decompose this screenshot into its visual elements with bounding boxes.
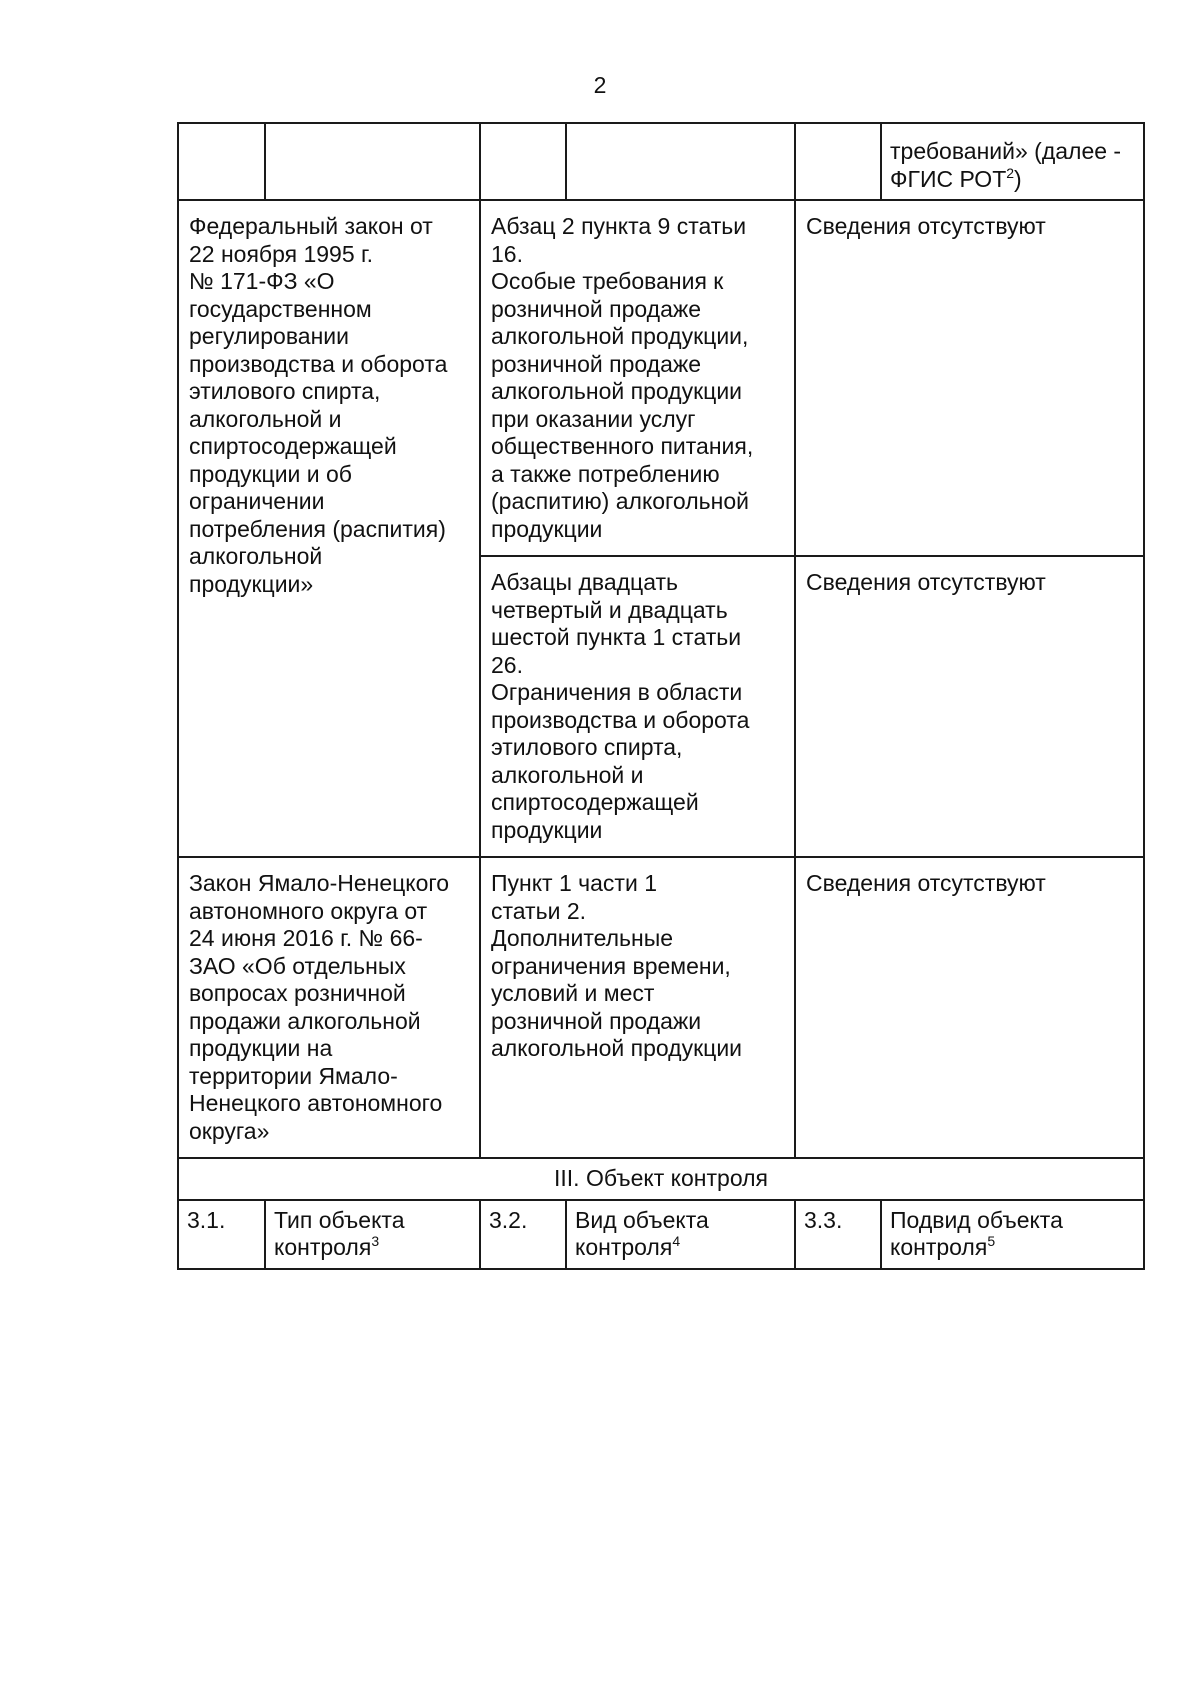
- section-title: III. Объект контроля: [178, 1158, 1144, 1200]
- provision-cell: Пункт 1 части 1 статьи 2. Дополнительные ограничения времени, условий и мест розничной продажи алкогольной продукции: [480, 857, 795, 1158]
- continued-text-cell: [881, 123, 1144, 200]
- table-row: [178, 857, 1144, 1158]
- empty-cell: [480, 123, 566, 200]
- object-fields-row: [178, 1200, 1144, 1269]
- info-cell: Сведения отсутствуют: [795, 200, 1144, 556]
- field-label-cell: [881, 1200, 1144, 1269]
- empty-cell: [566, 123, 795, 200]
- field-label: Тип объекта контроля: [274, 1206, 405, 1260]
- provision-cell: Абзацы двадцать четвертый и двадцать шестой пункта 1 статьи 26. Ограничения в области производства и оборота этилового спирта, алкогольной и спиртосодержащей продукции: [480, 556, 795, 857]
- field-label: Подвид объекта контроля: [890, 1206, 1063, 1260]
- info-cell: Сведения отсутствуют: [795, 556, 1144, 857]
- footnote-ref: 4: [672, 1233, 681, 1249]
- field-number: 3.3.: [795, 1200, 881, 1269]
- field-label: Вид объекта контроля: [575, 1206, 709, 1260]
- continued-text: требований» (далее - ФГИС РОТ: [890, 138, 1122, 192]
- provision-cell: Абзац 2 пункта 9 статьи 16. Особые требования к розничной продаже алкогольной продукции, розничной продаже алкогольной продукции при оказании услуг общественного питания, а также потреблению (распитию) алкогольной продукции: [480, 200, 795, 556]
- footnote-ref: 2: [1006, 164, 1015, 181]
- empty-cell: [265, 123, 480, 200]
- law-cell: Закон Ямало-Ненецкого автономного округа от 24 июня 2016 г. № 66- ЗАО «Об отдельных вопросах розничной продажи алкогольной продукции на территории Ямало- Ненецкого автономного округа»: [178, 857, 480, 1158]
- continued-close: ): [1014, 165, 1022, 192]
- field-number: 3.2.: [480, 1200, 566, 1269]
- empty-cell: [795, 123, 881, 200]
- info-cell: Сведения отсутствуют: [795, 857, 1144, 1158]
- field-label-cell: [566, 1200, 795, 1269]
- field-label-cell: [265, 1200, 480, 1269]
- table-row: [178, 200, 1144, 556]
- law-cell: Федеральный закон от 22 ноября 1995 г. № 171-ФЗ «О государственном регулировании производства и оборота этилового спирта, алкогольной и спиртосодержащей продукции и об ограничении потребления (распития) алкогольной продукции»: [178, 200, 480, 857]
- control-table: [177, 122, 1145, 1270]
- section-title-row: [178, 1158, 1144, 1200]
- footnote-ref: 3: [371, 1233, 380, 1249]
- page-number: 2: [593, 72, 607, 98]
- footnote-ref: 5: [987, 1233, 996, 1249]
- empty-cell: [178, 123, 265, 200]
- field-number: 3.1.: [178, 1200, 265, 1269]
- continued-row: [178, 123, 1144, 200]
